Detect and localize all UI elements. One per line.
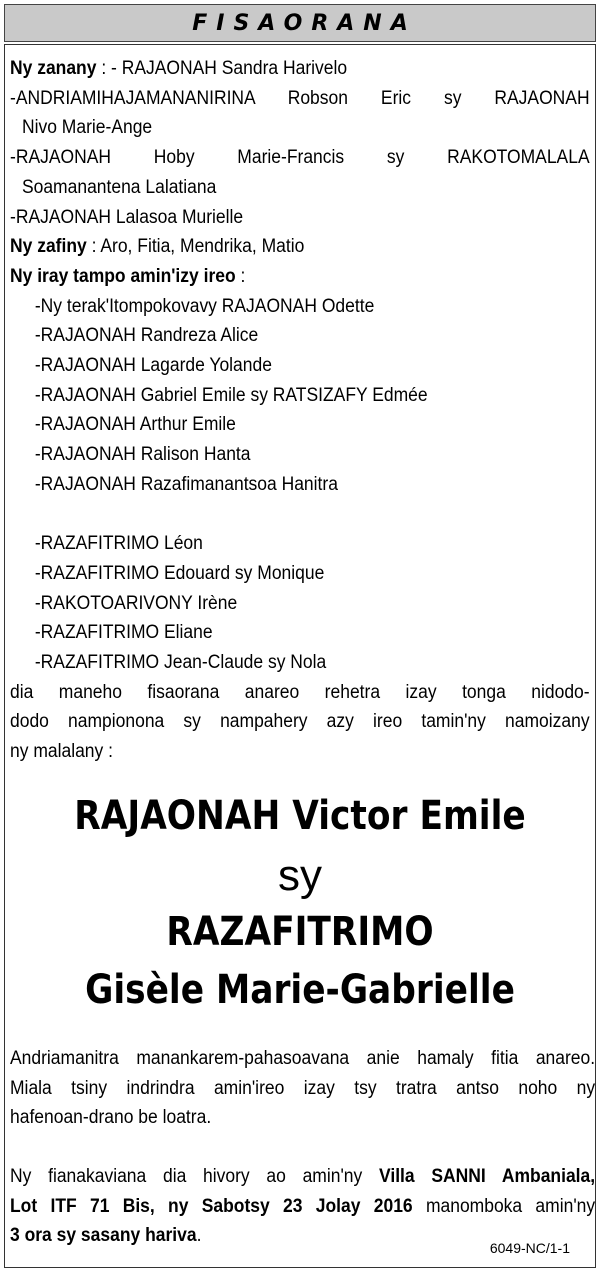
child-1: : - RAJAONAH Sandra Harivelo bbox=[96, 58, 348, 79]
venue-date: Lot ITF 71 Bis, ny Sabotsy 23 Jolay 2016 bbox=[10, 1195, 413, 1217]
child-4: -RAJAONAH Lalasoa Murielle bbox=[10, 206, 244, 228]
closing-period: . bbox=[196, 1225, 202, 1247]
grandchildren-names: : Aro, Fitia, Mendrika, Matio bbox=[86, 236, 305, 258]
closing-p1-line2: Miala tsiny indrindra amin'ireo izay tsy tratra antso noho ny bbox=[10, 1077, 596, 1099]
closing-p2-line1-text: Ny fianakaviana dia hivory ao amin'ny bbox=[10, 1166, 380, 1188]
child-2-line1: -ANDRIAMIHAJAMANANIRINA Robson Eric sy RAJAONAH bbox=[10, 87, 590, 109]
sibling-b-item: -RAZAFITRIMO Edouard sy Monique bbox=[34, 562, 325, 584]
sibling-a-item: -RAJAONAH Ralison Hanta bbox=[34, 444, 251, 466]
message-line2: dodo nampionona sy nampahery azy ireo tamin'ny namoizany bbox=[10, 711, 590, 733]
closing-section bbox=[10, 1044, 595, 1251]
grandchildren-line bbox=[10, 232, 590, 262]
deceased-name-2-line1: RAZAFITRIMO bbox=[166, 909, 434, 955]
page-title: FISAORANA bbox=[192, 10, 417, 36]
sibling-b-item: -RAKOTOARIVONY Irène bbox=[34, 592, 238, 614]
deceased-name-2-line2: Gisèle Marie-Gabrielle bbox=[85, 967, 515, 1013]
sibling-a-item: -RAJAONAH Arthur Emile bbox=[34, 414, 236, 436]
closing-p2-line1 bbox=[10, 1162, 595, 1192]
sibling-b-item: -RAZAFITRIMO Jean-Claude sy Nola bbox=[34, 652, 327, 674]
grandchildren-label: Ny zafiny bbox=[10, 236, 87, 258]
sibling-b-item: -RAZAFITRIMO Eliane bbox=[34, 622, 213, 644]
title-banner bbox=[4, 4, 596, 42]
sibling-a-item: -RAJAONAH Razafimanantsoa Hanitra bbox=[34, 473, 338, 495]
child-3-line1: -RAJAONAH Hoby Marie-Francis sy RAKOTOMALALA bbox=[10, 147, 590, 169]
child-3-line2: Soamanantena Lalatiana bbox=[21, 176, 217, 198]
sibling-b-item: -RAZAFITRIMO Léon bbox=[34, 533, 203, 555]
venue-name: Villa SANNI Ambaniala, bbox=[379, 1166, 596, 1188]
event-time: 3 ora sy sasany hariva bbox=[10, 1225, 197, 1247]
sibling-a-item: -RAJAONAH Lagarde Yolande bbox=[34, 355, 272, 377]
siblings-label: Ny iray tampo amin'izy ireo bbox=[10, 265, 236, 287]
sibling-a-item: -RAJAONAH Gabriel Emile sy RATSIZAFY Edmée bbox=[34, 384, 428, 406]
reference-code: 6049-NC/1-1 bbox=[489, 1240, 570, 1256]
deceased-conjunction: sy bbox=[278, 851, 322, 900]
sibling-a-item: -Ny terak'Itompokovavy RAJAONAH Odette bbox=[34, 295, 375, 317]
closing-p1-line3: hafenoan-drano be loatra. bbox=[10, 1107, 212, 1128]
child-2-line2: Nivo Marie-Ange bbox=[21, 117, 153, 139]
children-line bbox=[10, 54, 590, 84]
children-label: Ny zanany bbox=[10, 58, 97, 79]
message-line1: dia maneho fisaorana anareo rehetra izay tonga nidodo- bbox=[10, 681, 590, 703]
deceased-name-1: RAJAONAH Victor Emile bbox=[74, 793, 526, 839]
closing-p2-line2 bbox=[10, 1192, 595, 1222]
spacer bbox=[10, 500, 590, 530]
siblings-line bbox=[10, 262, 590, 292]
siblings-colon: : bbox=[235, 265, 246, 287]
family-section bbox=[10, 54, 590, 767]
sibling-a-item: -RAJAONAH Randreza Alice bbox=[34, 325, 259, 347]
closing-p2-line2-text: manomboka amin'ny bbox=[412, 1195, 596, 1217]
spacer bbox=[10, 1133, 595, 1163]
closing-p1-line1: Andriamanitra manankarem-pahasoavana anie hamaly fitia anareo. bbox=[10, 1048, 596, 1069]
message-line3: ny malalany : bbox=[10, 741, 113, 763]
